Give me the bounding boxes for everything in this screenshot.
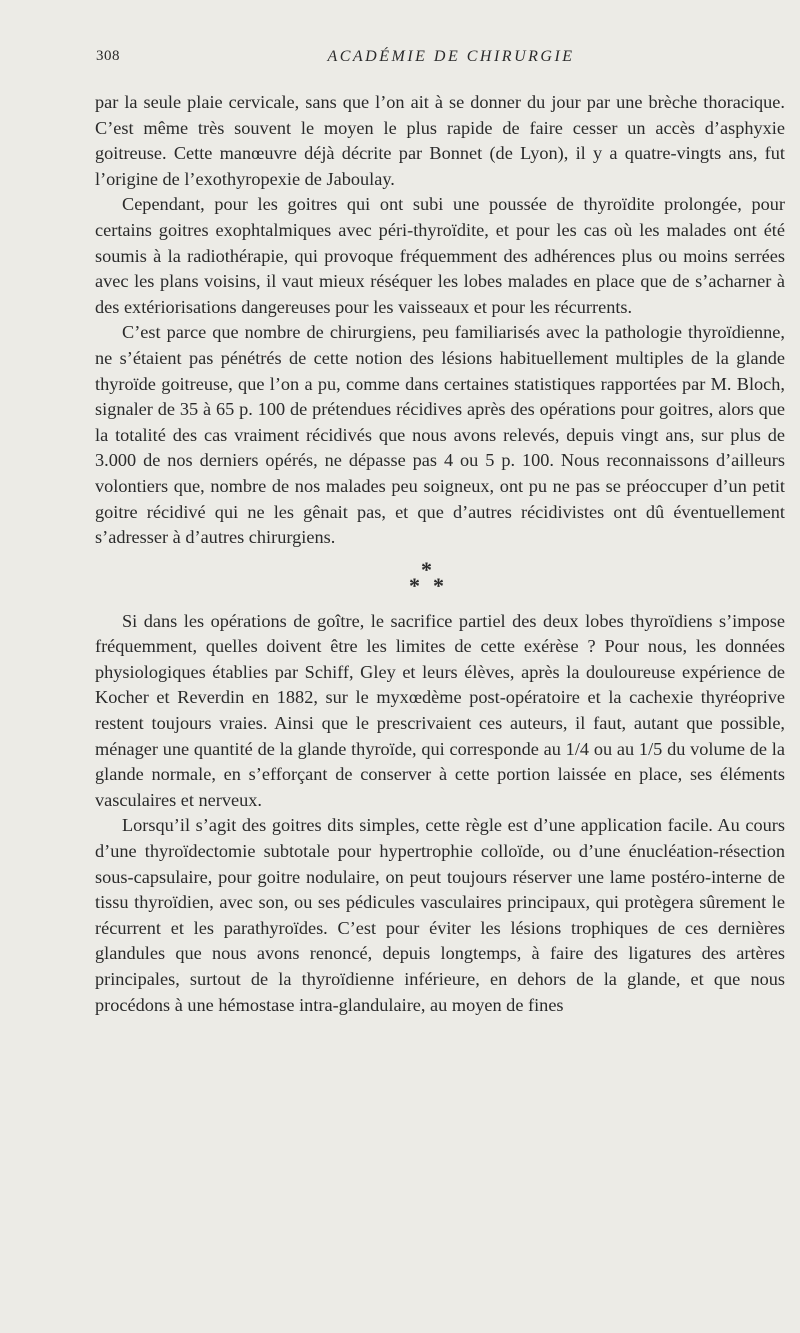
running-title: ACADÉMIE DE CHIRURGIE bbox=[327, 48, 575, 65]
section-asterism bbox=[95, 557, 785, 605]
asterism-star-right: * bbox=[433, 572, 444, 598]
paragraph-4: Si dans les opérations de goître, le sacrifice partiel des deux lobes thyroïdiens s’impose fréquemment, quelles doivent être les limites de cette exérèse ? Pour nous, les données physiologiques établies par Schiff, Gley et leurs élèves, après la douloureuse expérience de Kocher et Reverdin en 1882, sur le myxœdème post-opératoire et la cachexie thyréoprive restent toujours vraies. Ainsi que le prescrivaient ces auteurs, il faut, autant que possible, ménager une quantité de la glande thyroïde, qui corresponde au 1/4 ou au 1/5 du volume de la glande normale, en s’efforçant de conserver à cette portion laissée en place, ses éléments vasculaires et nerveux. bbox=[95, 610, 785, 810]
page-number: 308 bbox=[96, 48, 120, 64]
paragraph-1: par la seule plaie cervicale, sans que l’on ait à se donner du jour par une brèche thoracique. C’est même très souvent le moyen le plus rapide de faire cesser un accès d’asphyxie goitreuse. Cette manœuvre déjà décrite par Bonnet (de Lyon), il y a quatre-vingts ans, fut l’origine de l’exothyropexie de Jaboulay. bbox=[95, 92, 785, 189]
page-header bbox=[96, 48, 786, 72]
paragraph-5: Lorsqu’il s’agit des goitres dits simples, cette règle est d’une application facile. Au cours d’une thyroïdectomie subtotale pour hypertrophie colloïde, ou d’une énucléation-résection sous-capsulaire, pour goitre nodulaire, on peut toujours réserver une lame postéro-interne de tissu thyroïdien, avec son, ou ses pédicules vasculaires principaux, qui protègera sûrement le récurrent et les parathyroïdes. C’est pour éviter les lésions trophiques de ces dernières glandules que nous avons renoncé, depuis longtemps, à faire des ligatures des artères principales, surtout de la thyroïdienne inférieure, en dehors de la glande, et que nous procédons à une hémostase intra-glandulaire, au moyen de fines bbox=[95, 815, 785, 1015]
asterism-star-left: * bbox=[409, 572, 420, 598]
paragraph-2: Cependant, pour les goitres qui ont subi une poussée de thyroïdite prolongée, pour certains goitres exophtalmiques avec péri-thyroïdite, et pour les cas où les malades ont été soumis à la radiothérapie, qui provoque fréquemment des adhérences plus ou moins serrées avec les plans voisins, il vaut mieux réséquer les lobes malades en place que de s’acharner à des extériorisations dangereuses pour les vaisseaux et pour les récurrents. bbox=[95, 194, 785, 317]
body-text bbox=[95, 90, 785, 1018]
asterism-star-top: * bbox=[421, 556, 432, 582]
paragraph-3: C’est parce que nombre de chirurgiens, peu familiarisés avec la pathologie thyroïdienne, ne s’étaient pas pénétrés de cette notion des lésions habituellement multiples de la glande thyroïde goitreuse, que l’on a pu, comme dans certaines statistiques rapportées par M. Bloch, signaler de 35 à 65 p. 100 de prétendues récidives après des opérations pour goitres, alors que la totalité des cas vraiment récidivés que nous avons relevés, depuis vingt ans, sur plus de 3.000 de nos derniers opérés, ne dépasse pas 4 ou 5 p. 100. Nous reconnaissons d’ailleurs volontiers que, nombre de nos malades peu soigneux, ont pu ne pas se préoccuper d’un petit goitre récidivé qui ne les gênait pas, et que d’autres récidivistes ont dû éventuellement s’adresser à d’autres chirurgiens. bbox=[95, 322, 785, 548]
